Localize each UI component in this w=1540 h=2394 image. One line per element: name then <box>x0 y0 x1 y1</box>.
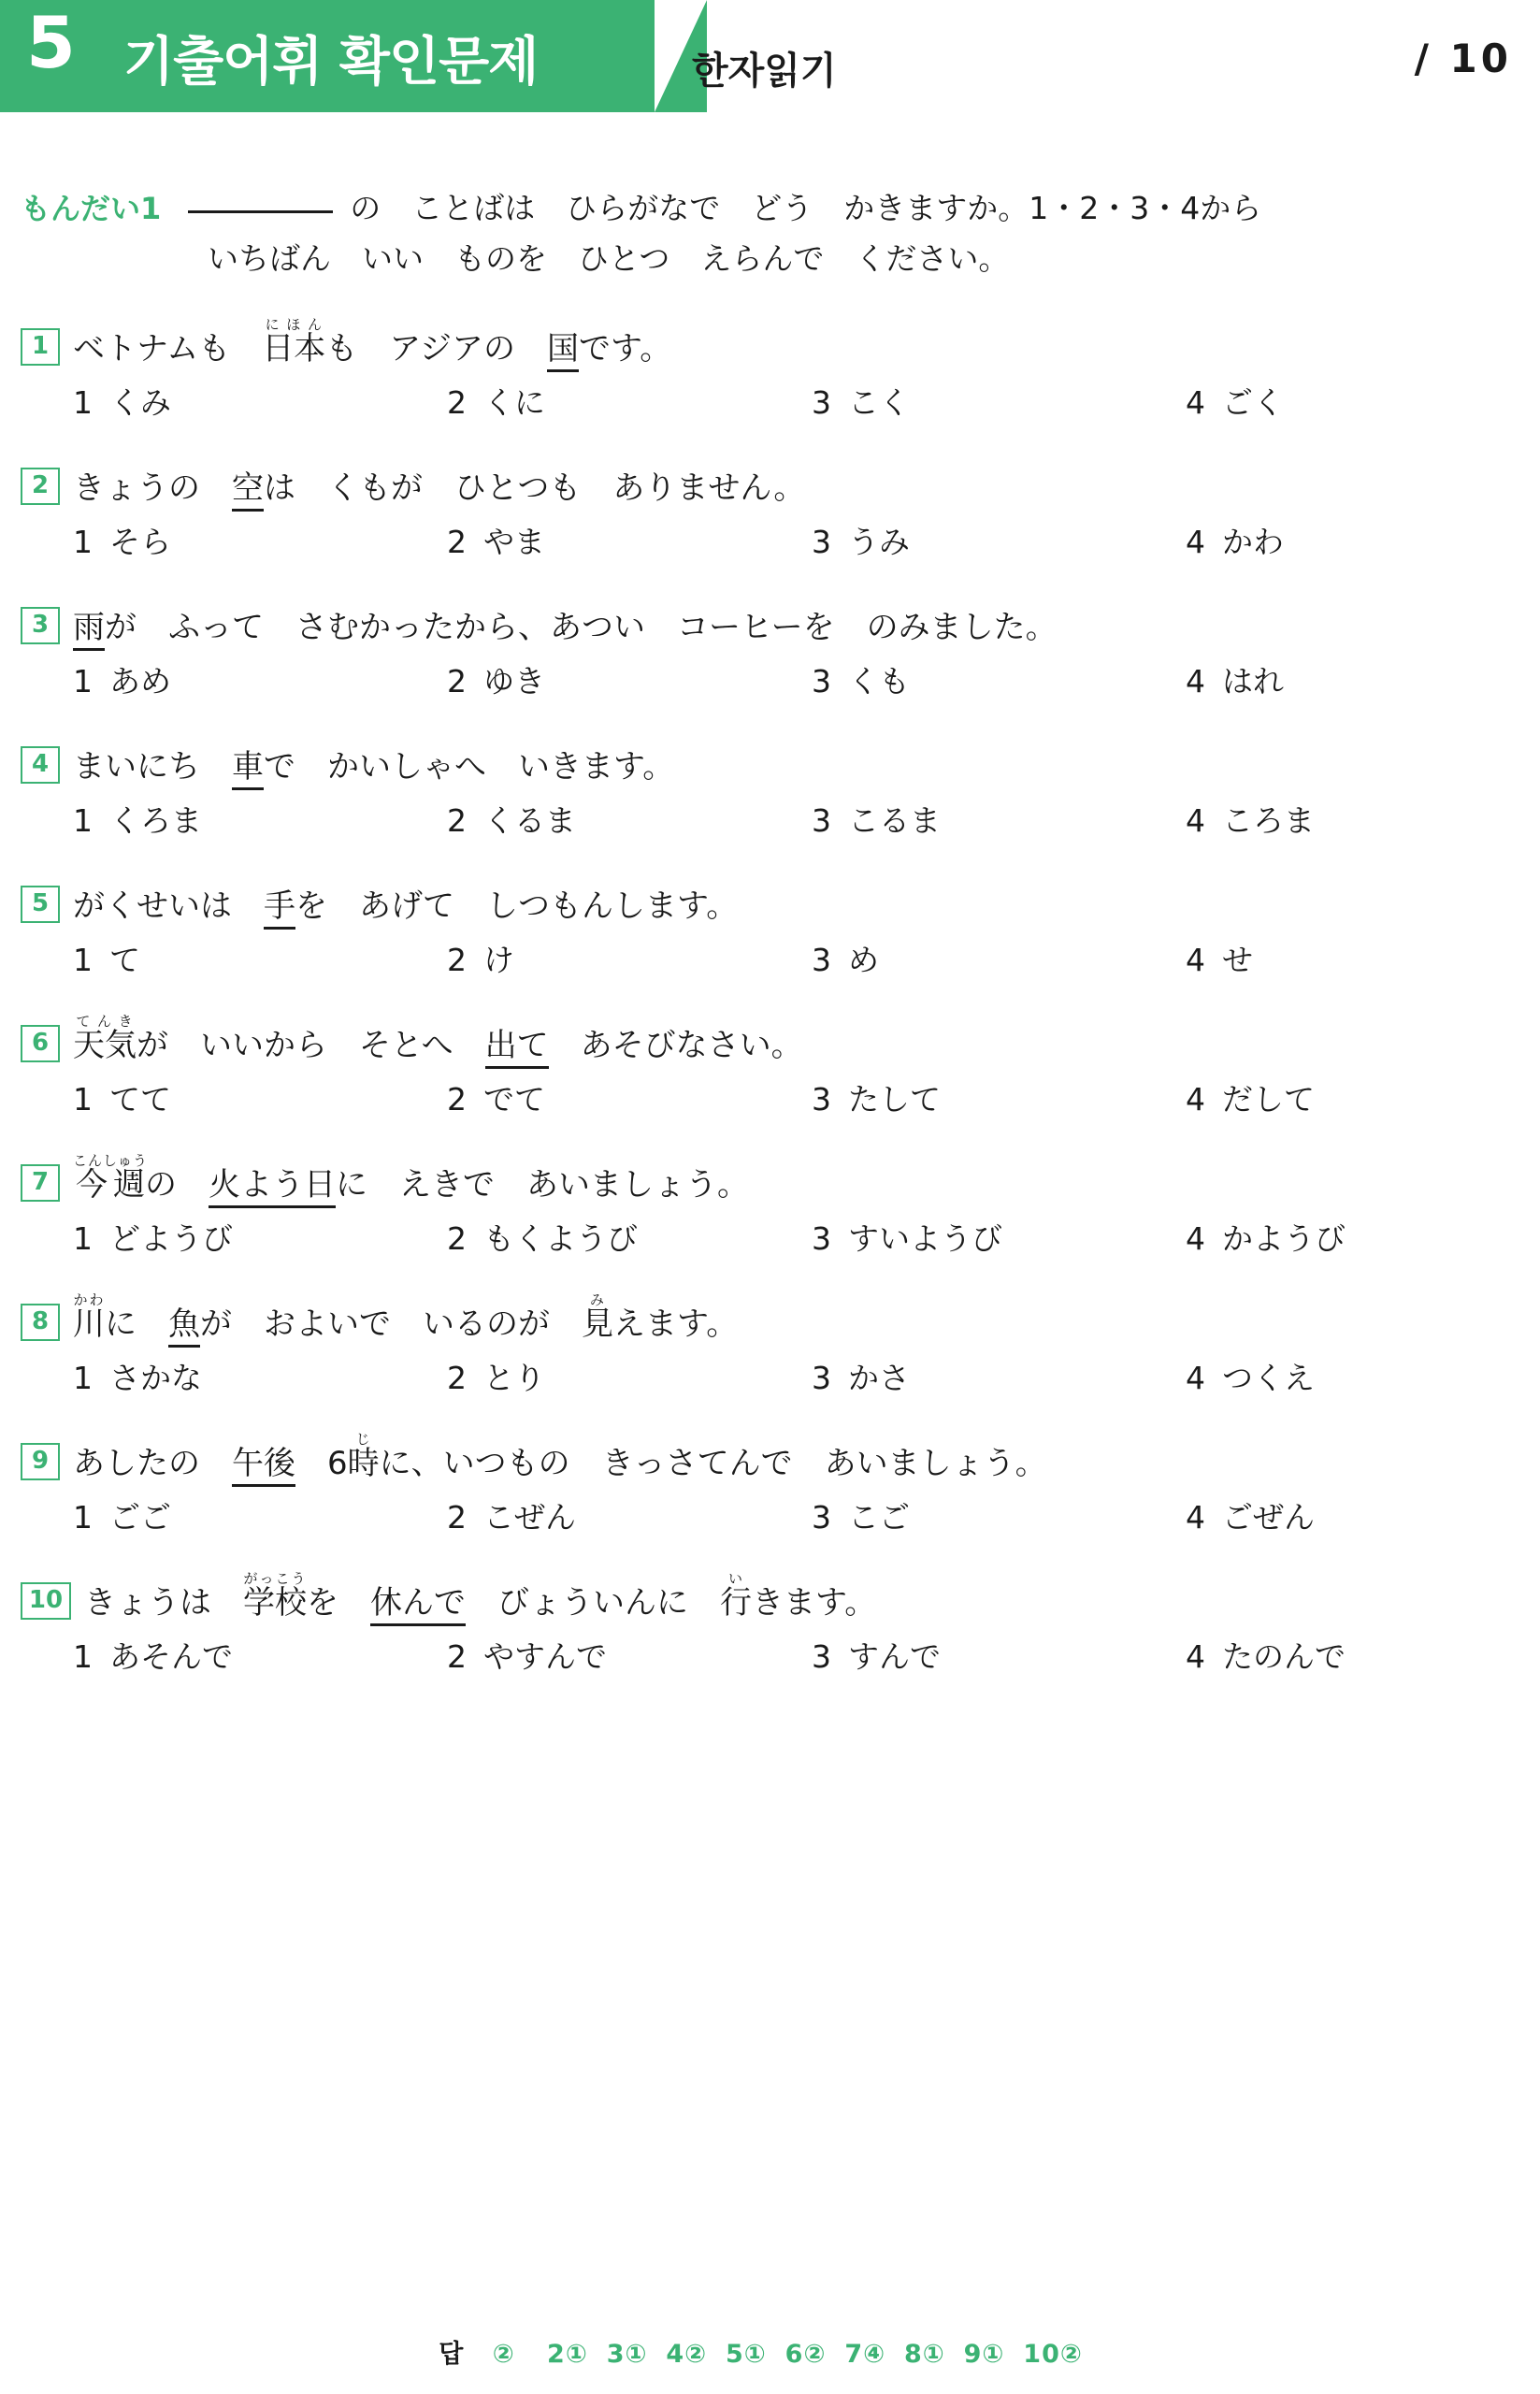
choice-option-4[interactable] <box>1186 1075 1466 1119</box>
choice-text: くるま <box>483 802 576 840</box>
question-stem <box>21 315 1512 368</box>
choice-option-1[interactable] <box>73 797 447 841</box>
page-header <box>0 0 1540 138</box>
choice-text: たのんで <box>1222 1638 1346 1676</box>
question-sentence: きょうの 空は くもが ひとつも ありません。 <box>73 470 805 507</box>
choice-option-4[interactable] <box>1186 1493 1466 1537</box>
question-item <box>21 594 1512 701</box>
choice-option-3[interactable] <box>812 797 1186 841</box>
choice-text: もくようび <box>483 1220 638 1258</box>
choice-text: こく <box>848 384 910 422</box>
choice-text: うみ <box>848 524 910 561</box>
choice-index: 1 <box>73 1499 93 1536</box>
choice-text: ごご <box>109 1499 171 1536</box>
choice-index: 4 <box>1186 663 1205 700</box>
instruction-line-1 <box>21 183 1503 234</box>
choice-option-1[interactable] <box>73 1075 447 1119</box>
choice-index: 4 <box>1186 384 1205 422</box>
choice-index: 3 <box>812 942 831 979</box>
choice-option-2[interactable] <box>447 936 812 980</box>
question-item <box>21 454 1512 562</box>
choice-text: やすんで <box>483 1638 607 1676</box>
choice-text: こるま <box>848 802 941 840</box>
choice-index: 3 <box>812 663 831 700</box>
choice-index: 4 <box>1186 1220 1205 1258</box>
choice-option-3[interactable] <box>812 936 1186 980</box>
choice-option-3[interactable] <box>812 1075 1186 1119</box>
choice-text: そら <box>109 524 171 561</box>
choice-index: 1 <box>73 1360 93 1397</box>
choice-text: て <box>109 942 140 979</box>
choice-index: 4 <box>1186 1638 1205 1676</box>
choice-option-2[interactable] <box>447 797 812 841</box>
choice-option-1[interactable] <box>73 657 447 701</box>
choice-text: くみ <box>109 384 171 422</box>
question-number: 6 <box>21 1025 60 1062</box>
choice-option-3[interactable] <box>812 1215 1186 1259</box>
answer-item-4: 4② <box>666 2340 708 2369</box>
choice-option-4[interactable] <box>1186 936 1466 980</box>
score-field: / 10 <box>1414 36 1512 81</box>
choice-text: とり <box>483 1360 545 1397</box>
choice-text: たして <box>848 1081 941 1118</box>
choice-row <box>21 1493 1512 1537</box>
choice-text: さかな <box>109 1360 202 1397</box>
choice-option-4[interactable] <box>1186 379 1466 423</box>
question-sentence: きょうは 学校がっこうを 休んで びょういんに 行いきます。 <box>84 1570 876 1622</box>
instruction-block <box>21 183 1503 283</box>
question-list <box>0 315 1540 1677</box>
choice-text: でて <box>483 1081 545 1118</box>
choice-option-2[interactable] <box>447 518 812 562</box>
question-sentence: 天気てんきが いいから そとへ 出て あそびなさい。 <box>73 1013 803 1064</box>
choice-option-4[interactable] <box>1186 518 1466 562</box>
choice-index: 1 <box>73 942 93 979</box>
choice-option-1[interactable] <box>73 1493 447 1537</box>
choice-row <box>21 1215 1512 1259</box>
choice-option-3[interactable] <box>812 1493 1186 1537</box>
choice-row <box>21 936 1512 980</box>
question-sentence: ベトナムも 日本にほんも アジアの 国です。 <box>73 316 671 368</box>
choice-text: すいようび <box>848 1220 1002 1258</box>
choice-text: くろま <box>109 802 202 840</box>
choice-index: 2 <box>447 1360 467 1397</box>
choice-text: はれ <box>1222 663 1284 700</box>
question-number: 2 <box>21 468 60 505</box>
answer-item-7: 7④ <box>844 2340 885 2369</box>
choice-text: ごぜん <box>1222 1499 1315 1536</box>
choice-index: 4 <box>1186 1081 1205 1118</box>
choice-index: 2 <box>447 1499 467 1536</box>
question-item <box>21 1569 1512 1677</box>
question-stem <box>21 1291 1512 1343</box>
choice-index: 3 <box>812 1360 831 1397</box>
choice-text: どようび <box>109 1220 233 1258</box>
question-item <box>21 1291 1512 1398</box>
choice-text: かさ <box>848 1360 910 1397</box>
question-item <box>21 1012 1512 1119</box>
page-title: 기출어휘 확인문제 <box>123 32 539 93</box>
choice-index: 3 <box>812 1081 831 1118</box>
choice-option-1[interactable] <box>73 936 447 980</box>
question-number: 7 <box>21 1164 60 1202</box>
choice-option-2[interactable] <box>447 1493 812 1537</box>
choice-text: こぜん <box>483 1499 576 1536</box>
choice-option-4[interactable] <box>1186 1215 1466 1259</box>
choice-index: 1 <box>73 1220 93 1258</box>
question-number: 1 <box>21 328 60 366</box>
question-stem <box>21 594 1512 646</box>
choice-row <box>21 1633 1512 1677</box>
question-stem <box>21 1012 1512 1064</box>
choice-text: てて <box>109 1081 171 1118</box>
choice-option-1[interactable] <box>73 379 447 423</box>
question-item <box>21 873 1512 980</box>
choice-option-3[interactable] <box>812 379 1186 423</box>
choice-option-1[interactable] <box>73 1633 447 1677</box>
chapter-number: 5 <box>26 1 76 84</box>
choice-option-1[interactable] <box>73 518 447 562</box>
choice-option-1[interactable] <box>73 1215 447 1259</box>
choice-text: ゆき <box>483 663 545 700</box>
choice-index: 4 <box>1186 1499 1205 1536</box>
question-sentence: 雨が ふって さむかったから、あつい コーヒーを のみました。 <box>73 610 1058 646</box>
question-stem <box>21 454 1512 507</box>
answer-item-2: 2① <box>547 2340 588 2369</box>
choice-text: かようび <box>1222 1220 1346 1258</box>
question-sentence: 今週こんしゅうの 火よう日に えきで あいましょう。 <box>73 1152 749 1204</box>
choice-index: 3 <box>812 384 831 422</box>
instruction-line-2: いちばん いい ものを ひとつ えらんで ください。 <box>208 239 1010 277</box>
choice-row <box>21 1075 1512 1119</box>
choice-text: だして <box>1222 1081 1315 1118</box>
choice-option-4[interactable] <box>1186 1354 1466 1398</box>
question-sentence: がくせいは 手を あげて しつもんします。 <box>73 888 738 925</box>
choice-option-2[interactable] <box>447 1075 812 1119</box>
choice-option-2[interactable] <box>447 1354 812 1398</box>
choice-index: 1 <box>73 802 93 840</box>
question-item <box>21 315 1512 423</box>
choice-text: こご <box>848 1499 910 1536</box>
instruction-label: もんだい1 <box>21 191 162 226</box>
choice-row <box>21 797 1512 841</box>
choice-option-3[interactable] <box>812 1354 1186 1398</box>
choice-index: 3 <box>812 1220 831 1258</box>
answer-item-9: 9① <box>963 2340 1005 2369</box>
choice-index: 2 <box>447 384 467 422</box>
blank-underline <box>188 210 333 213</box>
choice-index: 1 <box>73 384 93 422</box>
choice-row <box>21 657 1512 701</box>
choice-index: 3 <box>812 524 831 561</box>
answer-items <box>547 2340 1101 2369</box>
choice-option-3[interactable] <box>812 657 1186 701</box>
choice-option-2[interactable] <box>447 657 812 701</box>
choice-option-4[interactable] <box>1186 657 1466 701</box>
choice-text: あめ <box>109 663 171 700</box>
question-sentence: 川かわに 魚が およいで いるのが 見みえます。 <box>73 1291 738 1343</box>
question-item <box>21 1430 1512 1537</box>
choice-row <box>21 379 1512 423</box>
choice-index: 4 <box>1186 1360 1205 1397</box>
answer-key-label: 답 <box>439 2340 464 2369</box>
choice-index: 3 <box>812 1499 831 1536</box>
question-item <box>21 733 1512 841</box>
answer-item-5: 5① <box>726 2340 767 2369</box>
choice-index: 1 <box>73 1081 93 1118</box>
choice-option-1[interactable] <box>73 1354 447 1398</box>
choice-option-2[interactable] <box>447 1215 812 1259</box>
choice-option-2[interactable] <box>447 379 812 423</box>
choice-option-3[interactable] <box>812 518 1186 562</box>
question-stem <box>21 1430 1512 1482</box>
page-subtitle: 한자읽기 <box>692 50 837 93</box>
question-number: 5 <box>21 886 60 923</box>
question-number: 8 <box>21 1304 60 1341</box>
choice-index: 2 <box>447 524 467 561</box>
choice-text: つくえ <box>1222 1360 1315 1397</box>
question-number: 3 <box>21 607 60 644</box>
choice-text: ごく <box>1222 384 1284 422</box>
choice-option-4[interactable] <box>1186 1633 1466 1677</box>
choice-option-2[interactable] <box>447 1633 812 1677</box>
choice-index: 2 <box>447 942 467 979</box>
choice-index: 2 <box>447 802 467 840</box>
choice-index: 1 <box>73 524 93 561</box>
choice-index: 3 <box>812 802 831 840</box>
choice-text: あそんで <box>109 1638 233 1676</box>
choice-option-4[interactable] <box>1186 797 1466 841</box>
question-number: 4 <box>21 746 60 784</box>
question-sentence: まいにち 車で かいしゃへ いきます。 <box>73 749 674 786</box>
answer-key <box>0 2333 1540 2370</box>
answer-item-6: 6② <box>784 2340 827 2369</box>
choice-text: くも <box>848 663 910 700</box>
question-stem <box>21 1569 1512 1622</box>
choice-index: 1 <box>73 663 93 700</box>
choice-option-3[interactable] <box>812 1633 1186 1677</box>
choice-index: 4 <box>1186 524 1205 561</box>
choice-text: やま <box>483 524 545 561</box>
choice-index: 4 <box>1186 942 1205 979</box>
question-sentence: あしたの 午後 6時じに、いつもの きっさてんで あいましょう。 <box>73 1431 1047 1482</box>
choice-text: ころま <box>1222 802 1315 840</box>
choice-index: 3 <box>812 1638 831 1676</box>
instruction-text-1: の ことばは ひらがなで どう かきますか。1・2・3・4から <box>350 190 1262 226</box>
question-number: 10 <box>21 1582 71 1620</box>
question-number: 9 <box>21 1443 60 1480</box>
choice-index: 1 <box>73 1638 93 1676</box>
choice-index: 2 <box>447 1220 467 1258</box>
question-stem <box>21 733 1512 786</box>
answer-item-10: 10② <box>1023 2340 1083 2369</box>
answer-item-3: 3① <box>606 2340 648 2369</box>
choice-text: せ <box>1222 942 1253 979</box>
choice-index: 2 <box>447 663 467 700</box>
question-stem <box>21 873 1512 925</box>
question-item <box>21 1151 1512 1259</box>
choice-row <box>21 1354 1512 1398</box>
choice-index: 4 <box>1186 802 1205 840</box>
answer-item-8: 8① <box>903 2340 945 2369</box>
choice-index: 2 <box>447 1081 467 1118</box>
choice-text: め <box>848 942 879 979</box>
choice-row <box>21 518 1512 562</box>
choice-text: け <box>483 942 514 979</box>
answer-item-1: ② <box>492 2340 514 2369</box>
question-stem <box>21 1151 1512 1204</box>
choice-text: くに <box>483 384 545 422</box>
choice-text: すんで <box>848 1638 941 1676</box>
choice-index: 2 <box>447 1638 467 1676</box>
choice-text: かわ <box>1222 524 1284 561</box>
